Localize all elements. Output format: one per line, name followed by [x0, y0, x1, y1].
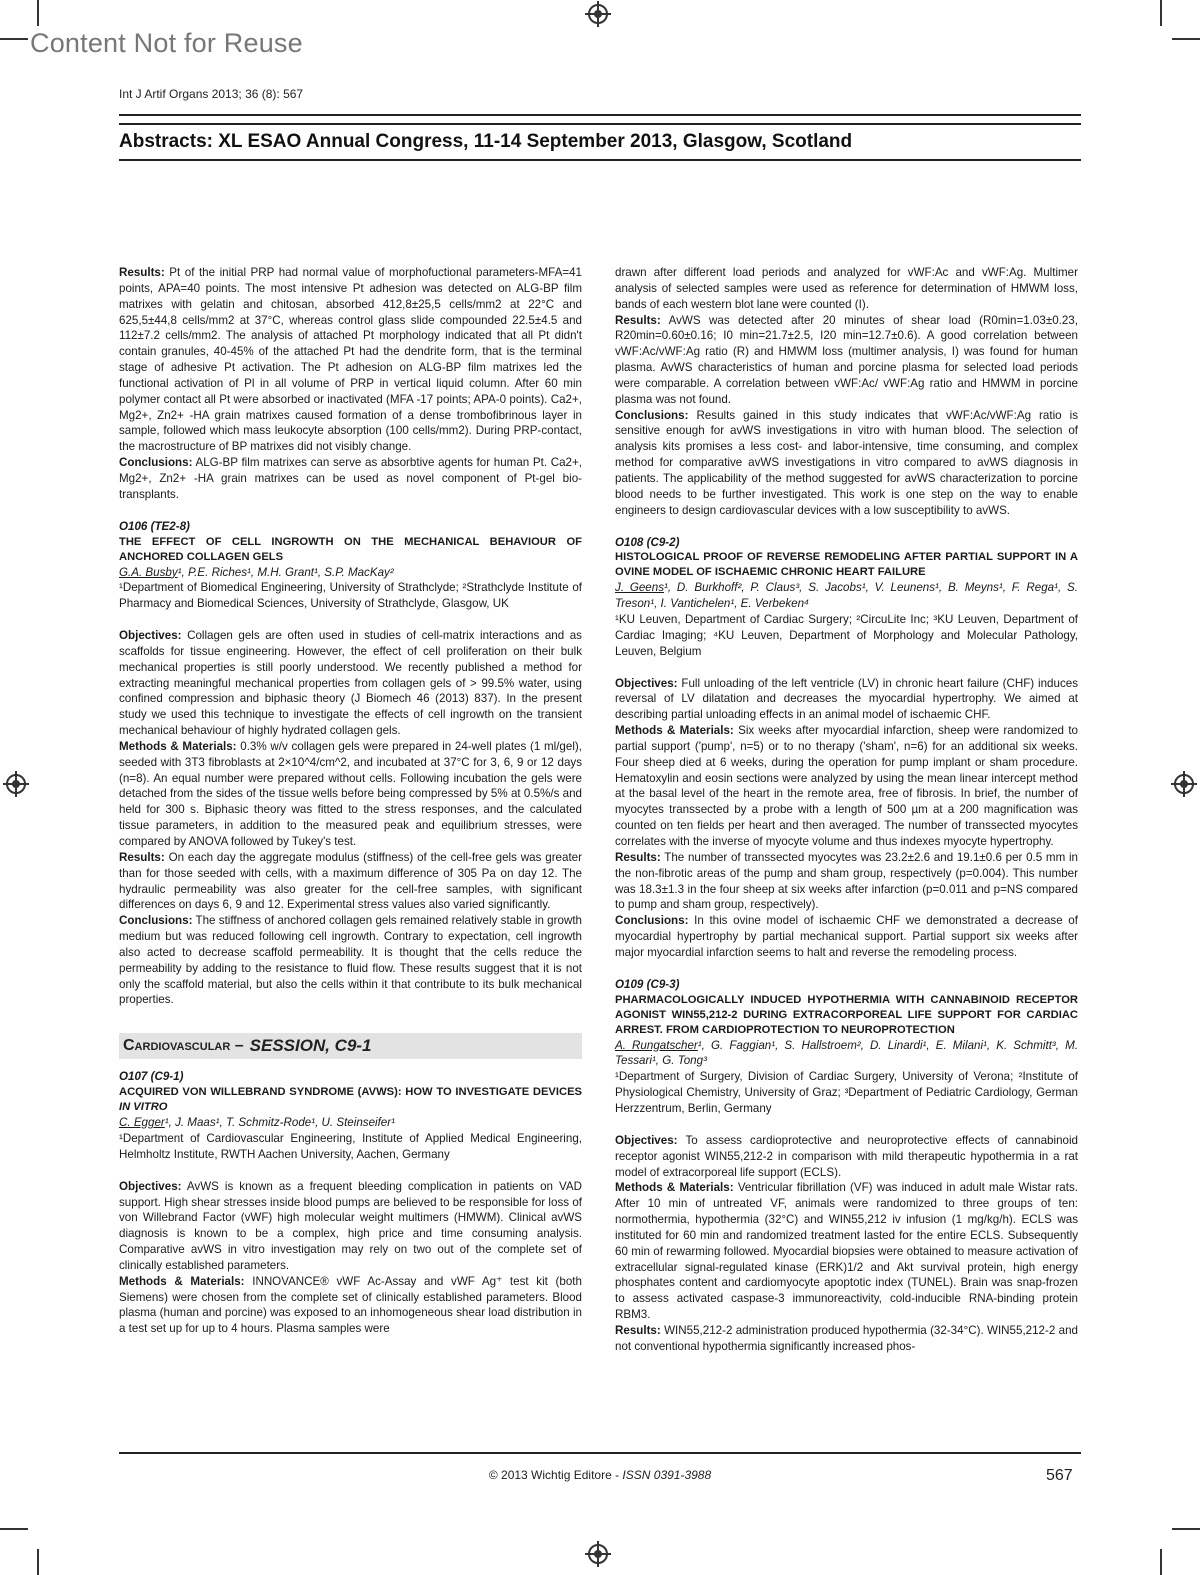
abstract-continued-conclusions: Conclusions: Results gained in this study indicates that vWF:Ac/vWF:Ag ratio is sensitive enough for avWS investigations in vitro with human blood. The selection of analysis kits promises a less cost- and labor-intensive, time consuming, and complex method for comparative avWS investigations in vitro compared to avWS diagnosis in patients. The applicability of the method suggested for avWS characterization to porcine blood needs to be further investigated. This work is one step on the way to enable engineers to design cardiovascular devices with a low susceptibility to avWS. — [615, 408, 1078, 517]
section-label: Conclusions: — [615, 408, 689, 422]
crop-mark — [1172, 1528, 1200, 1530]
abstract-methods: Methods & Materials: Ventricular fibrillation (VF) was induced in adult male Wistar rats. After 10 min of untreated VF, animals were randomized to three groups of ten: normothermia, hypothermia (32°C) and WIN55,212 iv infusion (1 mg/kg/h). ECLS was instituted for 60 min and randomized treatment lasted for the entire ECLS. Subsequently 60 min of rewarming followed. Myocardial biopsies were obtained to measure activation of extracellular signal-regulated kinase (ERK)1/2 and Akt survival protein, high energy phosphates content and cardiomyocyte apoptotic index (TUNEL). Brain was snap-frozen to assess activated caspase-3 immunoreactivity, cold-inducible RNA-binding protein RBM3. — [615, 1181, 1078, 1322]
section-label: Conclusions: — [615, 914, 689, 928]
registration-mark-icon — [588, 4, 608, 24]
abstract-affiliation: ¹Department of Cardiovascular Engineering, Institute of Applied Medical Engineering, Helmholtz Institute, RWTH Aachen University, Aachen, Germany — [119, 1131, 582, 1161]
abstract-affiliation: ¹KU Leuven, Department of Cardiac Surgery; ²CircuLite Inc; ³KU Leuven, Department of Cardiac Imaging; ⁴KU Leuven, Department of Morphology and Molecular Pathology, Leuven, Belgium — [615, 613, 1078, 658]
section-label: Conclusions: — [119, 456, 193, 470]
registration-mark-icon — [6, 774, 26, 794]
registration-mark-icon — [1174, 774, 1194, 794]
abstract-methods: Methods & Materials: INNOVANCE® vWF Ac-Assay and vWF Ag⁺ test kit (both Siemens) were chosen from the complete set of clinically established parameters. Blood plasma (human and porcine) was exposed to an inhomogeneous shear load distribution in a test set up for up to 4 hours. Plasma samples were — [119, 1274, 582, 1336]
header-rule-top — [119, 114, 1081, 116]
abstract-continued-results: Results: AvWS was detected after 20 minutes of shear load (R0min=1.03±0.23, R20min=0.60±0.16; I0 min=21.7±2.5, I20 min=12.7±0.6). A good correlation between vWF:Ac/vWF:Ag ratio (R) and HMWM loss (multimer analysis, I) was found for human plasma. AvWS characteristics of human and porcine plasma for selected load periods were comparable. A correlation between vWF:Ac/ vWF:Ag ratio and HMWM in porcine plasma was not found. — [615, 313, 1078, 406]
section-label: Results: — [615, 850, 661, 864]
presenting-author: J. Geens — [615, 581, 664, 595]
section-label: Objectives: — [119, 629, 182, 643]
section-label: Conclusions: — [119, 914, 193, 928]
section-label: Results: — [615, 313, 661, 327]
abstract-title: HISTOLOGICAL PROOF OF REVERSE REMODELING AFTER PARTIAL SUPPORT IN A OVINE MODEL OF ISCHAEMIC CHRONIC HEART FAILURE — [615, 551, 1078, 579]
watermark: Content Not for Reuse — [30, 28, 303, 58]
abstract-authors: A. Rungatscher¹, G. Faggian¹, S. Hallstroem², D. Linardi¹, E. Milani¹, K. Schmitt³, M. Tessari¹, G. Tong³ — [615, 1038, 1078, 1068]
abstract-code: O106 (TE2-8) — [119, 519, 190, 533]
abstract-results: Results: The number of transsected myocytes was 23.2±2.6 and 19.1±0.6 per 0.5 mm in the non-fibrotic areas of the pump and sham group, respectively (p=0.004). This number was 18.3±1.3 in the four sheep at six weeks after infarction (p=0.011 and p=NS compared to pump and sham group, respectively). — [615, 850, 1078, 912]
section-label: Methods & Materials: — [615, 724, 734, 738]
abstract-affiliation: ¹Department of Biomedical Engineering, University of Strathclyde; ²Strathclyde Institute of Pharmacy and Biomedical Sciences, University of Strathclyde, Glasgow, UK — [119, 581, 582, 611]
abstract-authors: G.A. Busby¹, P.E. Riches¹, M.H. Grant¹, S.P. MacKay² — [119, 565, 394, 579]
abstract-objectives: Objectives: Collagen gels are often used in studies of cell-matrix interactions and as scaffolds for tissue engineering. However, the effect of cell proliferation on their bulk mechanical properties is still poorly understood. We recently published a method for extracting meaningful mechanical properties from collagen gels of > 99.5% water, using confined compression and biphasic theory (J Biomech 46 (2013) 837). In the present study we used this technique to investigate the effects of cell ingrowth on the transient mechanical behaviour of highly hydrated collagen gels. — [119, 629, 582, 738]
abstract-results: Results: WIN55,212-2 administration produced hypothermia (32-34°C). WIN55,212-2 and not conventional hypothermia significantly increased phos- — [615, 1323, 1078, 1353]
section-label: Objectives: — [615, 676, 678, 690]
header-rule-mid — [119, 123, 1081, 125]
section-label: Methods & Materials: — [119, 1274, 245, 1288]
abstract-results: Results: On each day the aggregate modulus (stiffness) of the cell-free gels was greater than for those seeded with cells, with a maximum difference of 305 Pa on day 12. The hydraulic permeability was also greater for the cell-free samples, with significant differences on days 6, 9 and 12. Experimental stress values also varied significantly. — [119, 850, 582, 912]
section-label: Methods & Materials: — [119, 739, 237, 753]
abstract-methods: Methods & Materials: Six weeks after myocardial infarction, sheep were randomized to partial support ('pump', n=5) or to no therapy ('sham', n=6) for an additional six weeks. Four sheep died at 6 weeks, during the operation for pump implant or sham procedure. Hematoxylin and eosin sections were analyzed by using the mean linear intercept method at the basal level of the heart in the remote area, free of fibrosis. In brief, the number of myocytes transsected by a probe with a length of 500 µm at a 200 magnification was counted on ten fields per heart and then averaged. The number of transsected myocytes correlates with the inverse of myocyte volume and thus indexes myocyte hypertrophy. — [615, 724, 1078, 848]
crop-mark — [1160, 1549, 1162, 1575]
section-label: Results: — [119, 266, 165, 279]
abstract-objectives: Objectives: To assess cardioprotective and neuroprotective effects of cannabinoid receptor agonist WIN55,212-2 in comparison with mild therapeutic hypothermia in a rat model of extracorporeal life support (ECLS). — [615, 1133, 1078, 1179]
footer-rule — [119, 1452, 1081, 1454]
crop-mark — [0, 38, 28, 40]
abstract-conclusions: Conclusions: In this ovine model of ischaemic CHF we demonstrated a decrease of myocardial hypertrophy by partial mechanical support. Partial support six weeks after major myocardial infarction seems to halt and reverse the remodeling process. — [615, 914, 1078, 959]
section-label: Objectives: — [119, 1179, 182, 1193]
section-label: Results: — [119, 850, 165, 864]
page-title: Abstracts: XL ESAO Annual Congress, 11-14 September 2013, Glasgow, Scotland — [119, 131, 853, 152]
footer-copyright: © 2013 Wichtig Editore - ISSN 0391-3988 — [488, 1468, 712, 1482]
crop-mark — [37, 0, 39, 26]
abstract-objectives: Objectives: AvWS is known as a frequent bleeding complication in patients on VAD support. High shear stresses inside blood pumps are believed to be responsible for loss of von Willebrand Factor (vWF) high molecular weight multimers (HMWM). Clinical avWS diagnosis is known to be a complex, high price and time consuming analysis. Comparative avWS in vitro investigation may rely on two out of the complete set of clinically established parameters. — [119, 1179, 582, 1272]
header-rule-bottom — [119, 159, 1081, 161]
crop-mark — [0, 1528, 28, 1530]
journal-reference: Int J Artif Organs 2013; 36 (8): 567 — [119, 87, 304, 101]
session-header: Cardiovascular – SESSION, C9-1 — [119, 1033, 582, 1059]
abstract-affiliation: ¹Department of Surgery, Division of Cardiac Surgery, University of Verona; ²Institute of Physiological Chemistry, University of Graz; ³Department of Pediatric Cardiology, German Herzzentrum, Berlin, Germany — [615, 1070, 1078, 1115]
abstract-title: PHARMACOLOGICALLY INDUCED HYPOTHERMIA WITH CANNABINOID RECEPTOR AGONIST WIN55,212-2 DURING EXTRACORPOREAL LIFE SUPPORT FOR CARDIAC ARREST. FROM CARDIOPROTECTION TO NEUROPROTECTION — [615, 993, 1078, 1036]
abstract-continued-results: Results: Pt of the initial PRP had normal value of morphofuctional parameters-MFA=41 points, APA=40 points. The most intensive Pt adhesion was detected on ALG-BP film matrixes with gelatin and chitosan, absorbed 412,8±25,5 cells/mm2 at 22°C and 625,5±44,8 cells/mm2 at 37°C, whereas control glass slide compounded 22.5±4.5 and 112±7.2 cells/mm2. The analysis of attached Pt morphology indicated that all Pt didn't contain granules, 40-45% of the attached Pt had the dendrite form, that is the terminal stage of adhesive Pt activation. The Pt adhesion on ALG-BP film matrixes led the functional activation of Pl in all volume of PRP in vertical liquid column. After 60 min polymer contact all Pt were absorbed or inactivated (MFA -17 points; APA-0 points). Ca2+, Mg2+, Zn2+ -HA grain matrixes caused formation of a dense trombofibrinous layer in sample, followed which mass leukocyte absorption (100 cells/mm2). During PRP-contact, the macrostructure of BP matrixes did not visibly change. — [119, 266, 582, 454]
abstract-methods: Methods & Materials: 0.3% w/v collagen gels were prepared in 24-well plates (1 ml/gel), seeded with 3T3 fibroblasts at 2×10^4/cm^2, and incubated at 37°C for 3, 6, 9 or 12 days (n=8). An equal number were prepared without cells. Following incubation the gels were detached from the sides of the tissue wells before being compressed by 5% at 0.5%/s and held for 300 s. Biphasic theory was fitted to the stress responses, and the calculated tissue parameters, in addition to the measured peak and equilibrium stresses, were compared by ANOVA followed by Tukey's test. — [119, 739, 582, 848]
abstract-continued-conclusions: Conclusions: ALG-BP film matrixes can serve as absorbtive agents for human Pt. Ca2+, Mg2+, Zn2+ -HA grain matrixes can be used as novel component of Pt-gel bio-transplants. — [119, 456, 582, 501]
crop-mark — [1160, 0, 1162, 26]
abstract-title: THE EFFECT OF CELL INGROWTH ON THE MECHANICAL BEHAVIOUR OF ANCHORED COLLAGEN GELS — [119, 535, 582, 563]
presenting-author: A. Rungatscher — [615, 1038, 698, 1052]
page-number: 567 — [1046, 1467, 1073, 1484]
left-column — [119, 265, 582, 1337]
abstract-conclusions: Conclusions: The stiffness of anchored collagen gels remained relatively stable in growth medium but was reduced following cell ingrowth. Contrary to expectation, cell ingrowth also acted to decrease scaffold permeability. It is thought that the cells reduce the permeability by adding to the resistance to fluid flow. These results suggest that it is not only the scaffold material, but also the cells within it that contribute to its bulk mechanical properties. — [119, 914, 582, 1007]
presenting-author: C. Egger — [119, 1116, 165, 1130]
registration-mark-icon — [588, 1544, 608, 1564]
right-column — [615, 265, 1078, 1355]
abstract-authors: C. Egger¹, J. Maas¹, T. Schmitz-Rode¹, U. Steinseifer¹ — [119, 1116, 395, 1130]
abstract-code: O108 (C9-2) — [615, 535, 680, 549]
crop-mark — [37, 1549, 39, 1575]
section-label: Results: — [615, 1323, 661, 1337]
abstract-title: ACQUIRED VON WILLEBRAND SYNDROME (AVWS): HOW TO INVESTIGATE DEVICES IN VITRO — [119, 1086, 582, 1114]
section-label: Objectives: — [615, 1133, 678, 1147]
abstract-authors: J. Geens¹, D. Burkhoff², P. Claus³, S. Jacobs¹, V. Leunens¹, B. Meyns¹, F. Rega¹, S. Treson¹, I. Vantichelen¹, E. Verbeken⁴ — [615, 581, 1078, 611]
presenting-author: G.A. Busby — [119, 565, 178, 579]
abstract-objectives: Objectives: Full unloading of the left ventricle (LV) in chronic heart failure (CHF) induces reversal of LV dilatation and decreases the myocardial hypertrophy. We aimed at describing partial unloading effects in an animal model of ischaemic CHF. — [615, 676, 1078, 722]
abstract-code: O109 (C9-3) — [615, 977, 680, 991]
section-label: Methods & Materials: — [615, 1181, 734, 1195]
abstract-continued-methods: drawn after different load periods and analyzed for vWF:Ac and vWF:Ag. Multimer analysis of selected samples were used as reference for determination of HMWM loss, bands of each western blot lane were counted (I). — [615, 266, 1078, 311]
abstract-code: O107 (C9-1) — [119, 1070, 184, 1084]
crop-mark — [1172, 38, 1200, 40]
